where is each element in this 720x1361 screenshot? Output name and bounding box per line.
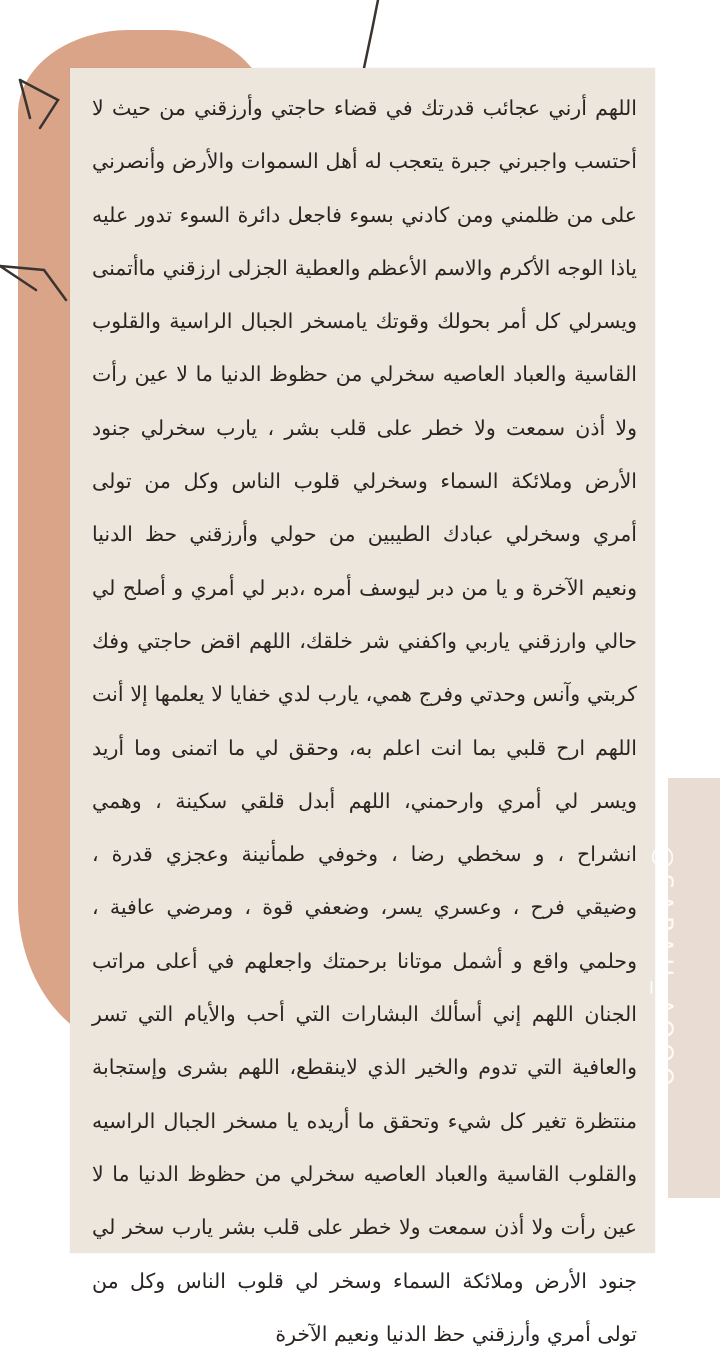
prayer-text: اللهم أرني عجائب قدرتك في قضاء حاجتي وأرزقني من حيث لا أحتسب واجبرني جبرة يتعجب له أهل السموات والأرض وأنصرني على من ظلمني ومن كادني بسوء فاجعل دائرة السوء تدور عليه ياذا الوجه الأكرم والاسم الأعظم والعطية الجزلى ارزقني ماأتمنى ويسرلي كل أمر بحولك وقوتك يامسخر الجبال الراسية والقلوب القاسية والعباد العاصيه سخرلي من حظوظ الدنيا ما لا عين رأت ولا أذن سمعت ولا خطر على قلب بشر ، يارب سخرلي جنود الأرض وملائكة السماء وسخرلي قلوب الناس وكل من تولى أمري وسخرلي عبادك الطيبين من حولي وأرزقني حظ الدنيا ونعيم الآخرة و يا من دبر ليوسف أمره ،دبر لي أمري و أصلح لي حالي وارزقني ياربي واكفني شر خلقك، اللهم اقض حاجتي وفك كربتي وآنس وحدتي وفرج همي، يارب لدي خفايا لا يعلمها إلا أنت اللهم ارح قلبي بما انت اعلم به، وحقق لي ما اتمنى وما أريد ويسر لي أمري وارحمني، اللهم أبدل قلقي سكينة ، وهمي انشراح ، و سخطي رضا ، وخوفي طمأنينة وعجزي قدرة ، وضيقي فرح ، وعسري يسر، وضعفي قوة ، ومرضي عافية ، وحلمي واقع و أشمل موتانا برحمتك واجعلهم في أعلى مراتب الجنان اللهم إني أسألك البشارات التي أحب والأيام التي تسر والعافية التي تدوم والخير الذي لاينقطع، اللهم بشرى وإستجابة منتظرة تغير كل شيء وتحقق ما أريده يا مسخر الجبال الراسيه والقلوب القاسية والعباد العاصيه سخرلي من حظوظ الدنيا ما لا عين رأت ولا أذن سمعت ولا خطر على قلب بشر يارب سخر لي جنود الأرض وملائكة السماء وسخر لي قلوب الناس وكل من تولى أمري وأرزقني حظ الدنيا ونعيم الآخرة	[92, 96, 638, 1346]
watermark-handle: @SARAH_AOOO	[650, 845, 678, 1091]
prayer-card	[70, 68, 655, 1346]
